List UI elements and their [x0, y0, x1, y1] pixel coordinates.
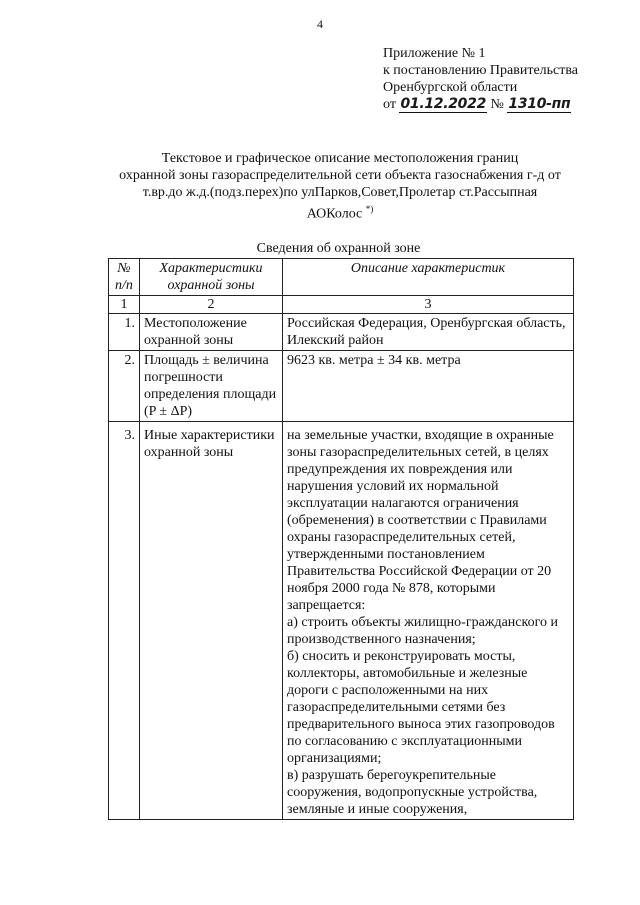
row-characteristic: Местоположение охранной зоны	[140, 314, 283, 351]
row-description: 9623 кв. метра ± 34 кв. метра	[283, 351, 574, 422]
row-number: 1.	[109, 314, 140, 351]
table-row	[109, 351, 574, 422]
table-row	[109, 314, 574, 351]
row-description: Российская Федерация, Оренбургская область, Илекский район	[283, 314, 574, 351]
table-caption: Сведения об охранной зоне	[256, 241, 421, 256]
title-line-4	[90, 201, 590, 223]
appendix-date-line	[383, 96, 578, 113]
row-number: 2.	[109, 351, 140, 422]
zone-info-table	[108, 258, 574, 820]
restriction-item: а) строить объекты жилищно-гражданского и производственного назначения;	[287, 615, 558, 647]
from-label: от	[383, 97, 396, 112]
column-number: 2	[140, 296, 283, 314]
appendix-reference: к постановлению Правительства	[383, 63, 579, 78]
table-row	[109, 426, 574, 820]
title-line-2: охранной зоны газораспределительной сети объекта газоснабжения г-д от	[119, 168, 561, 183]
document-title	[90, 150, 590, 223]
restriction-item: в) разрушать берегоукрепительные сооружения, водопропускные устройства, земляные и иные сооружения,	[287, 768, 538, 817]
page-number: 4	[317, 17, 323, 31]
title-org: АОКолос	[306, 206, 363, 222]
row-description: на земельные участки, входящие в охранные зоны газораспределительных сетей, в целях предупреждения их повреждения или нарушения условий их нормальной эксплуатации налагаются ограничения (обременения) в соответствии с Правилами охраны газораспределительных сетей, утвержденными постановлением Правительства Российской Федерации от 20 ноября 2000 года № 878, которыми запрещается:	[287, 428, 554, 613]
table-header-row	[109, 259, 574, 296]
title-line-1: Текстовое и графическое описание местоположения границ	[161, 151, 519, 166]
number-label: №	[490, 97, 504, 112]
title-line-3: т.вр.до ж.д.(подз.перех)по улПарков,Совет,Пролетар ст.Рассыпная	[142, 185, 538, 200]
header-characteristic: Характеристики охранной зоны	[140, 259, 283, 296]
row-number: 3.	[109, 426, 140, 820]
handwritten-date: 01.12.2022	[400, 96, 487, 112]
header-description: Описание характеристик	[283, 259, 574, 296]
row-characteristic: Иные характеристики охранной зоны	[140, 426, 283, 820]
row-characteristic: Площадь ± величина погрешности определения площади (P ± ΔP)	[140, 351, 283, 422]
footnote-mark: *)	[365, 204, 374, 214]
appendix-title: Приложение № 1	[383, 46, 486, 61]
column-number: 1	[109, 296, 140, 314]
header-number: № п/п	[109, 259, 140, 296]
column-number: 3	[283, 296, 574, 314]
row-description-cell	[283, 426, 574, 820]
column-number-row	[109, 296, 574, 314]
restriction-item: б) сносить и реконструировать мосты, коллекторы, автомобильные и железные дороги с расположенными на них газораспределительными сетями без предварительного выноса этих газопроводов по согласованию с эксплуатационными организациями;	[287, 649, 555, 766]
appendix-region: Оренбургской области	[383, 80, 518, 95]
appendix-block	[383, 45, 578, 113]
handwritten-number: 1310-пп	[508, 96, 571, 112]
